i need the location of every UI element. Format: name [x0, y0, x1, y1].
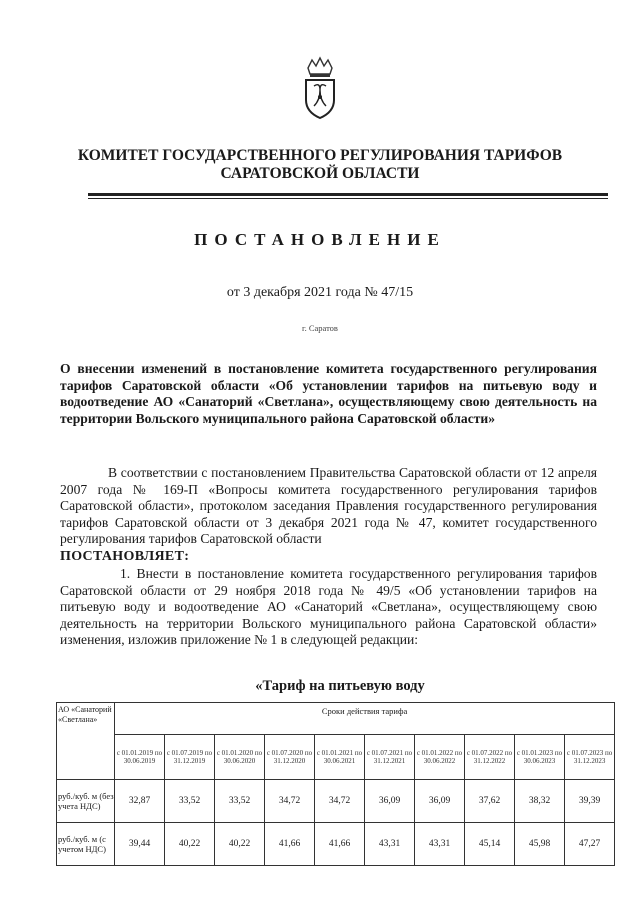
value-cell: 41,66: [265, 823, 315, 866]
value-cell: 33,52: [165, 780, 215, 823]
document-title: ПОСТАНОВЛЕНИЕ: [194, 230, 446, 249]
header-rule-thin: [88, 198, 608, 199]
clause-1-paragraph: 1. Внести в постановление комитета государственного регулирования тарифов Саратовской области от 29 ноября 2018 года № 49/5 «Об установлении тарифов на питьевую воду и водоотведение АО «Санаторий «Светлана», осуществляющему свою деятельность на территории Вольского муниципального района Саратовской области» изменения, изложив приложение № 1 в следующей редакции:: [60, 566, 597, 648]
value-cell: 40,22: [165, 823, 215, 866]
value-cell: 39,44: [115, 823, 165, 866]
value-cell: 34,72: [315, 780, 365, 823]
period-cell: с 01.01.2022 по 30.06.2022: [415, 735, 465, 780]
value-cell: 45,14: [465, 823, 515, 866]
value-cell: 39,39: [565, 780, 615, 823]
value-cell: 33,52: [215, 780, 265, 823]
tariff-header-row: [57, 703, 615, 735]
org-label-cell: АО «Санаторий «Светлана»: [57, 703, 115, 780]
value-cell: 34,72: [265, 780, 315, 823]
unit-cell: руб./куб. м (с учетом НДС): [57, 823, 115, 866]
value-cell: 45,98: [515, 823, 565, 866]
period-cell: с 01.07.2021 по 31.12.2021: [365, 735, 415, 780]
period-cell: с 01.01.2019 по 30.06.2019: [115, 735, 165, 780]
value-cell: 36,09: [365, 780, 415, 823]
value-cell: 43,31: [415, 823, 465, 866]
period-cell: с 01.07.2019 по 31.12.2019: [165, 735, 215, 780]
committee-name: [60, 147, 580, 183]
value-cell: 32,87: [115, 780, 165, 823]
tariff-periods-row: [57, 735, 615, 780]
committee-line-1: КОМИТЕТ ГОСУДАРСТВЕННОГО РЕГУЛИРОВАНИЯ ТАРИФОВ: [77, 147, 563, 164]
period-cell: с 01.07.2022 по 31.12.2022: [465, 735, 515, 780]
unit-cell: руб./куб. м (без учета НДС): [57, 780, 115, 823]
document-city: г. Саратов: [302, 323, 338, 333]
tariff-table-title: «Тариф на питьевую воду: [255, 678, 425, 694]
value-cell: 47,27: [565, 823, 615, 866]
preamble-paragraph: В соответствии с постановлением Правительства Саратовской области от 12 апреля 2007 года № 169-П «Вопросы комитета государственного регулирования тарифов Саратовской области», протоколом заседания Правления государственного регулирования тарифов Саратовской области от 3 декабря 2021 года № 47, комитет государственного регулирования тарифов Саратовской области: [60, 465, 597, 547]
header-rule-thick: [88, 193, 608, 196]
value-cell: 38,32: [515, 780, 565, 823]
resolves-heading: ПОСТАНОВЛЯЕТ:: [60, 549, 190, 564]
table-row: [57, 780, 615, 823]
document-date-number: от 3 декабря 2021 года № 47/15: [226, 285, 414, 300]
periods-header-cell: Сроки действия тарифа: [115, 703, 615, 735]
value-cell: 41,66: [315, 823, 365, 866]
value-cell: 43,31: [365, 823, 415, 866]
document-subject: О внесении изменений в постановление комитета государственного регулирования тарифов Саратовской области «Об установлении тарифов на питьевую воду и водоотведение АО «Санаторий «Светлана», осуществляющему свою деятельность на территории Вольского муниципального района Саратовской области»: [60, 361, 597, 426]
period-cell: с 01.01.2020 по 30.06.2020: [215, 735, 265, 780]
period-cell: с 01.01.2023 по 30.06.2023: [515, 735, 565, 780]
value-cell: 40,22: [215, 823, 265, 866]
value-cell: 37,62: [465, 780, 515, 823]
value-cell: 36,09: [415, 780, 465, 823]
period-cell: с 01.07.2023 по 31.12.2023: [565, 735, 615, 780]
period-cell: с 01.07.2020 по 31.12.2020: [265, 735, 315, 780]
saratov-coat-of-arms-icon: [300, 56, 340, 120]
committee-line-2: САРАТОВСКОЙ ОБЛАСТИ: [220, 165, 420, 182]
period-cell: с 01.01.2021 по 30.06.2021: [315, 735, 365, 780]
table-row: [57, 823, 615, 866]
tariff-table: [56, 702, 615, 866]
